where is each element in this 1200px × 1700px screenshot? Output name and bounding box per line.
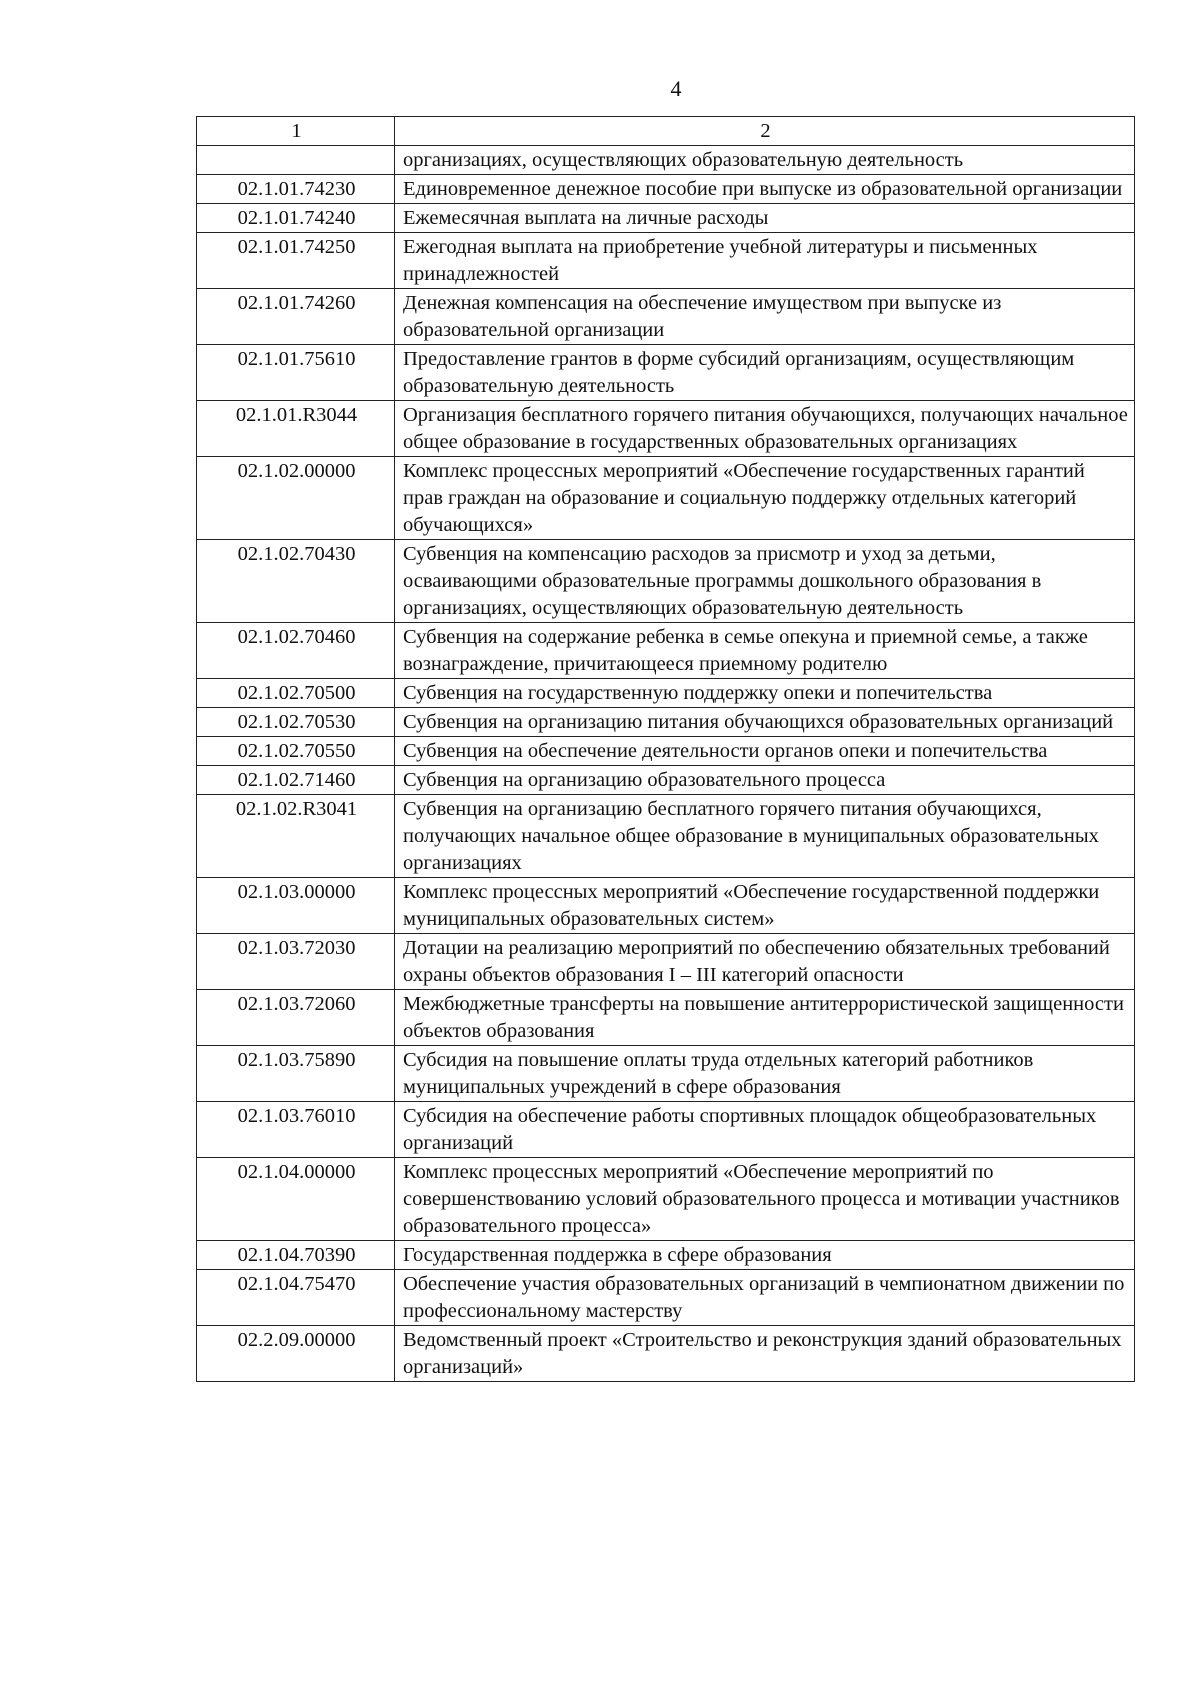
row-code: 02.1.01.74250 (197, 233, 395, 289)
row-code: 02.2.09.00000 (197, 1326, 395, 1382)
table-row (197, 990, 1135, 1046)
row-code: 02.1.01.75610 (197, 345, 395, 401)
table-row (197, 1102, 1135, 1158)
page-number: 4 (670, 76, 682, 101)
table-row (197, 540, 1135, 623)
row-code: 02.1.01.R3044 (197, 401, 395, 457)
row-code: 02.1.02.70430 (197, 540, 395, 623)
row-name: Субвенция на государственную поддержку опеки и попечительства (395, 679, 1135, 708)
table-row (197, 708, 1135, 737)
row-name: Денежная компенсация на обеспечение имуществом при выпуске из образовательной организации (395, 289, 1135, 345)
row-name: Субвенция на обеспечение деятельности органов опеки и попечительства (395, 737, 1135, 766)
row-name: Субвенция на организацию питания обучающихся образовательных организаций (395, 708, 1135, 737)
row-code: 02.1.03.72030 (197, 934, 395, 990)
table-row (197, 766, 1135, 795)
table-row (197, 345, 1135, 401)
column-header-1: 1 (197, 117, 395, 146)
row-name: организациях, осуществляющих образовательную деятельность (395, 146, 1135, 175)
budget-codes-table (196, 116, 1135, 1382)
table-row (197, 795, 1135, 878)
row-name: Государственная поддержка в сфере образования (395, 1241, 1135, 1270)
row-code: 02.1.03.75890 (197, 1046, 395, 1102)
row-name: Субвенция на организацию образовательного процесса (395, 766, 1135, 795)
column-header-2: 2 (395, 117, 1135, 146)
row-code: 02.1.02.00000 (197, 457, 395, 540)
row-name: Комплекс процессных мероприятий «Обеспечение государственных гарантий прав граждан на образование и социальную поддержку отдельных категорий обучающихся» (395, 457, 1135, 540)
table-row (197, 737, 1135, 766)
row-code: 02.1.02.70550 (197, 737, 395, 766)
table-row (197, 146, 1135, 175)
table-row (197, 679, 1135, 708)
row-name: Комплекс процессных мероприятий «Обеспечение государственной поддержки муниципальных образовательных систем» (395, 878, 1135, 934)
row-code: 02.1.03.72060 (197, 990, 395, 1046)
row-code: 02.1.02.R3041 (197, 795, 395, 878)
row-code (197, 146, 395, 175)
table-row (197, 401, 1135, 457)
table-row (197, 233, 1135, 289)
row-name: Межбюджетные трансферты на повышение антитеррористической защищенности объектов образования (395, 990, 1135, 1046)
row-code: 02.1.03.00000 (197, 878, 395, 934)
table-row (197, 1326, 1135, 1382)
row-code: 02.1.02.70500 (197, 679, 395, 708)
row-code: 02.1.04.75470 (197, 1270, 395, 1326)
table-row (197, 175, 1135, 204)
row-name: Субвенция на организацию бесплатного горячего питания обучающихся, получающих начальное общее образование в муниципальных образовательных организациях (395, 795, 1135, 878)
row-name: Единовременное денежное пособие при выпуске из образовательной организации (395, 175, 1135, 204)
row-name: Ведомственный проект «Строительство и реконструкция зданий образовательных организаций» (395, 1326, 1135, 1382)
table-row (197, 289, 1135, 345)
table-row (197, 1270, 1135, 1326)
row-code: 02.1.04.00000 (197, 1158, 395, 1241)
row-name: Комплекс процессных мероприятий «Обеспечение мероприятий по совершенствованию условий образовательного процесса и мотивации участников образовательного процесса» (395, 1158, 1135, 1241)
row-code: 02.1.01.74230 (197, 175, 395, 204)
row-name: Субвенция на содержание ребенка в семье опекуна и приемной семье, а также вознаграждение, причитающееся приемному родителю (395, 623, 1135, 679)
row-name: Ежемесячная выплата на личные расходы (395, 204, 1135, 233)
row-code: 02.1.02.70460 (197, 623, 395, 679)
row-name: Субсидия на обеспечение работы спортивных площадок общеобразовательных организаций (395, 1102, 1135, 1158)
table-header-row (197, 117, 1135, 146)
table-row (197, 1241, 1135, 1270)
row-code: 02.1.03.76010 (197, 1102, 395, 1158)
row-name: Ежегодная выплата на приобретение учебной литературы и письменных принадлежностей (395, 233, 1135, 289)
row-name: Предоставление грантов в форме субсидий организациям, осуществляющим образовательную деятельность (395, 345, 1135, 401)
row-name: Дотации на реализацию мероприятий по обеспечению обязательных требований охраны объектов образования I – III категорий опасности (395, 934, 1135, 990)
row-name: Субсидия на повышение оплаты труда отдельных категорий работников муниципальных учреждений в сфере образования (395, 1046, 1135, 1102)
row-code: 02.1.04.70390 (197, 1241, 395, 1270)
row-code: 02.1.02.71460 (197, 766, 395, 795)
row-name: Обеспечение участия образовательных организаций в чемпионатном движении по профессиональному мастерству (395, 1270, 1135, 1326)
table-row (197, 623, 1135, 679)
table-row (197, 934, 1135, 990)
row-code: 02.1.01.74260 (197, 289, 395, 345)
table-row (197, 878, 1135, 934)
table-row (197, 204, 1135, 233)
table-row (197, 457, 1135, 540)
table-row (197, 1046, 1135, 1102)
row-name: Организация бесплатного горячего питания обучающихся, получающих начальное общее образование в государственных образовательных организациях (395, 401, 1135, 457)
row-code: 02.1.01.74240 (197, 204, 395, 233)
row-name: Субвенция на компенсацию расходов за присмотр и уход за детьми, осваивающими образовательные программы дошкольного образования в организациях, осуществляющих образовательную деятельность (395, 540, 1135, 623)
row-code: 02.1.02.70530 (197, 708, 395, 737)
table-row (197, 1158, 1135, 1241)
